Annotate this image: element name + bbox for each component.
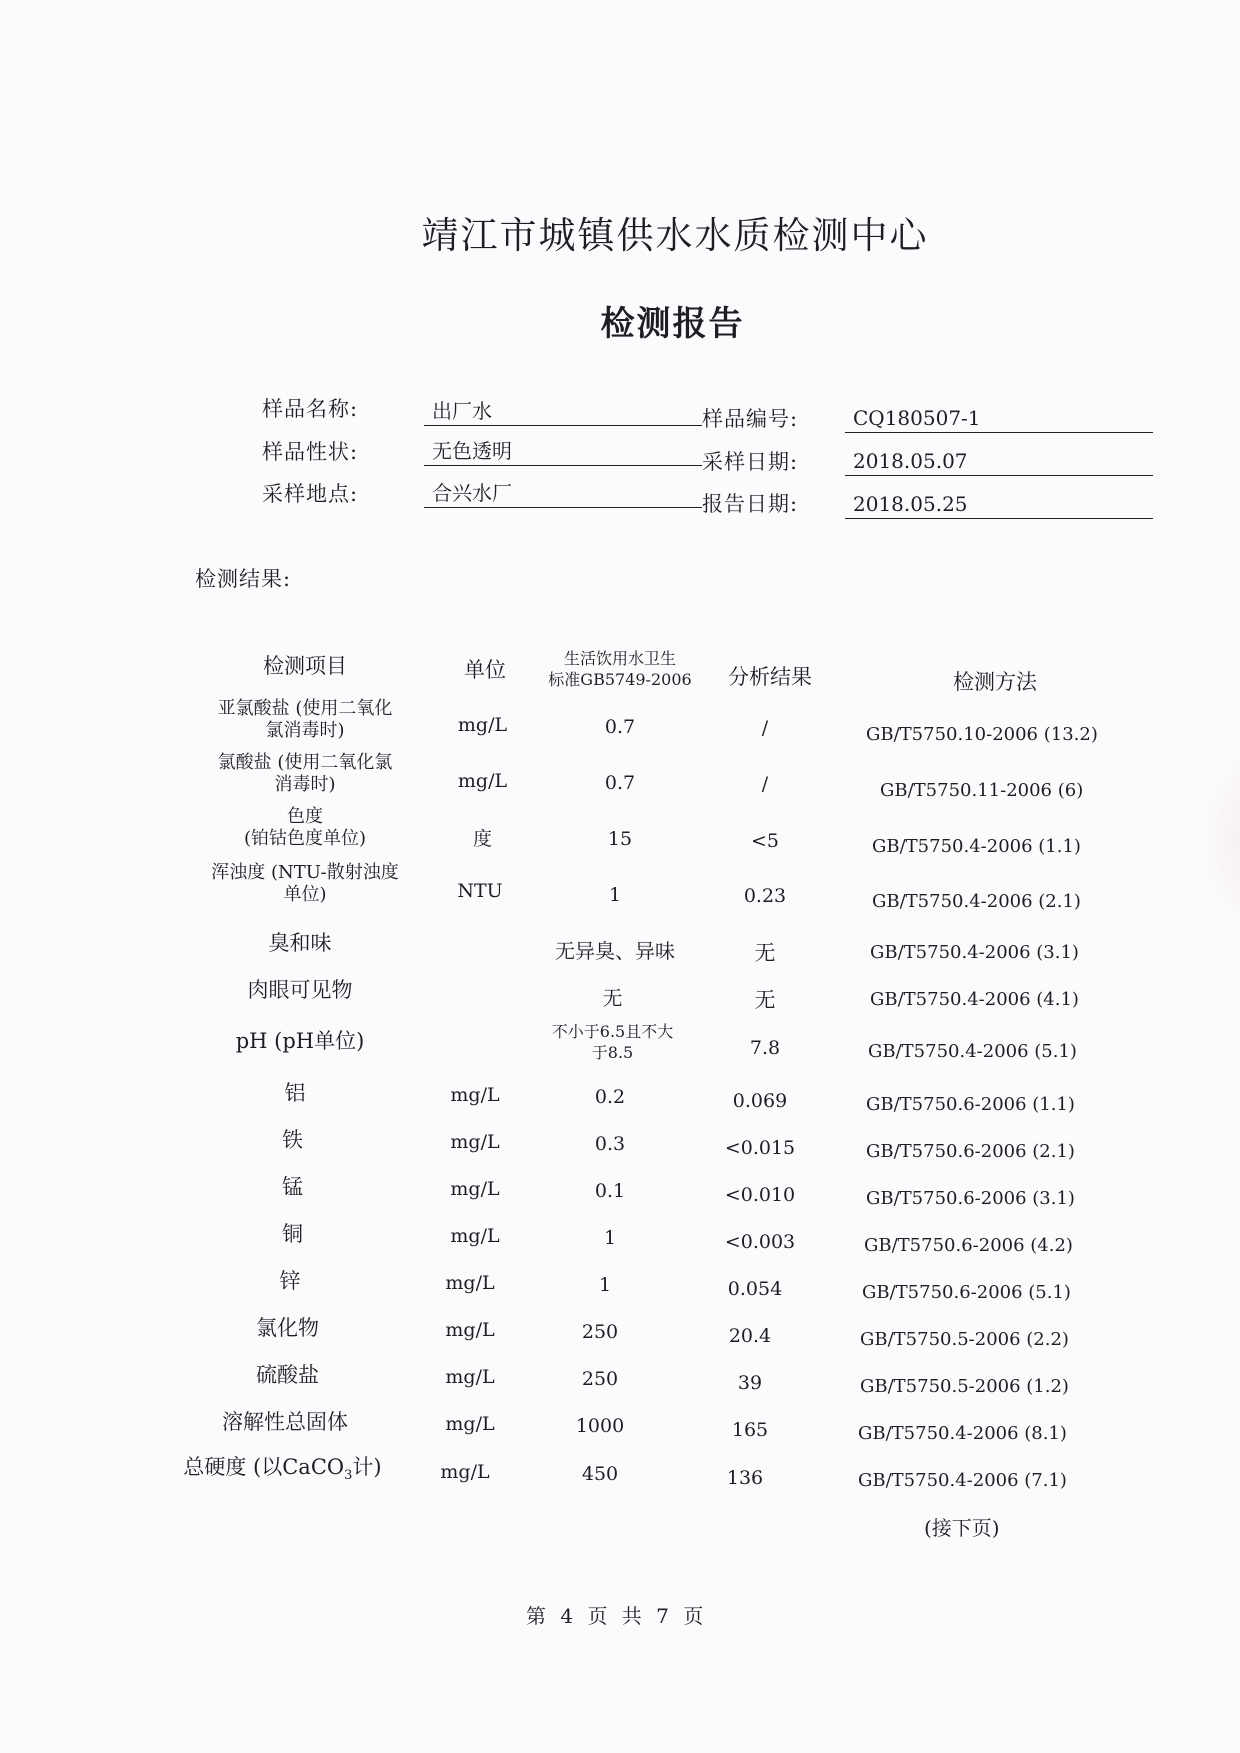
header-unit: 单位 xyxy=(464,658,506,682)
table-row-result: 无 xyxy=(754,988,776,1012)
table-row-result: 0.23 xyxy=(743,885,787,907)
sample-name-value: 出厂水 xyxy=(424,397,702,426)
table-row-method: GB/T5750.4-2006 (8.1) xyxy=(858,1423,1067,1444)
table-row-method: GB/T5750.4-2006 (7.1) xyxy=(858,1470,1067,1491)
header-standard: 生活饮用水卫生 标准GB5749-2006 xyxy=(548,649,692,689)
table-row-item: 肉眼可见物 xyxy=(247,978,353,1002)
table-row-item: 铝 xyxy=(284,1081,306,1105)
table-row-item: 氯酸盐 (使用二氧化氯 消毒时) xyxy=(217,752,393,795)
table-row-standard: 0.2 xyxy=(594,1086,626,1108)
table-row-standard: 250 xyxy=(581,1368,619,1390)
table-row-standard: 0.7 xyxy=(604,772,636,794)
table-row-unit: mg/L xyxy=(450,1131,500,1153)
results-section-label: 检测结果: xyxy=(195,567,292,591)
table-row-standard: 1 xyxy=(603,1227,617,1249)
table-row-method: GB/T5750.10-2006 (13.2) xyxy=(866,724,1098,745)
table-row-result: / xyxy=(761,717,769,739)
sample-name-label: 样品名称: xyxy=(262,397,359,421)
header-method: 检测方法 xyxy=(953,670,1037,694)
table-row-standard: 无 xyxy=(602,986,623,1010)
continued-note: (接下页) xyxy=(924,1516,1000,1540)
paper-stain xyxy=(1200,740,1240,940)
table-row-standard: 1 xyxy=(608,884,622,906)
table-row-standard: 15 xyxy=(607,828,633,850)
table-row-method: GB/T5750.6-2006 (3.1) xyxy=(866,1188,1075,1209)
table-row-item: pH (pH单位) xyxy=(235,1029,365,1053)
table-row-item: 硫酸盐 xyxy=(256,1363,319,1387)
table-row-method: GB/T5750.6-2006 (1.1) xyxy=(866,1094,1075,1115)
table-row-unit: mg/L xyxy=(450,1084,500,1106)
table-row-method: GB/T5750.6-2006 (2.1) xyxy=(866,1141,1075,1162)
organization-title: 靖江市城镇供水水质检测中心 xyxy=(421,214,929,257)
table-row-item: 锰 xyxy=(282,1175,303,1199)
sample-no-label: 样品编号: xyxy=(702,407,799,431)
report-date-value: 2018.05.25 xyxy=(845,490,1153,519)
header-item: 检测项目 xyxy=(263,654,347,678)
sample-state-label: 样品性状: xyxy=(262,440,359,464)
table-row-method: GB/T5750.11-2006 (6) xyxy=(880,780,1084,801)
table-row-unit: mg/L xyxy=(445,1272,495,1294)
table-row-method: GB/T5750.5-2006 (1.2) xyxy=(860,1376,1069,1397)
table-row-result: 39 xyxy=(737,1372,763,1394)
table-row-unit: mg/L xyxy=(445,1319,495,1341)
table-row-standard: 不小于6.5且不大 于8.5 xyxy=(551,1022,674,1062)
table-row-method: GB/T5750.4-2006 (5.1) xyxy=(868,1041,1077,1062)
report-title: 检测报告 xyxy=(600,304,745,344)
report-date-label: 报告日期: xyxy=(702,492,799,516)
table-row-method: GB/T5750.6-2006 (5.1) xyxy=(862,1282,1071,1303)
sample-state-value: 无色透明 xyxy=(424,437,702,466)
table-row-result: 136 xyxy=(726,1467,764,1489)
table-row-method: GB/T5750.4-2006 (1.1) xyxy=(872,836,1081,857)
table-row-method: GB/T5750.4-2006 (4.1) xyxy=(870,989,1079,1010)
table-row-result: 20.4 xyxy=(728,1325,772,1347)
table-row-result: 7.8 xyxy=(749,1037,781,1059)
table-row-method: GB/T5750.5-2006 (2.2) xyxy=(860,1329,1069,1350)
table-row-item: 锌 xyxy=(279,1269,301,1293)
table-row-item: 亚氯酸盐 (使用二氧化 氯消毒时) xyxy=(217,698,393,741)
table-row-standard: 1 xyxy=(598,1274,612,1296)
table-row-item: 浑浊度 (NTU-散射浊度 单位) xyxy=(211,862,399,905)
table-row-unit: mg/L xyxy=(457,770,508,792)
table-row-standard: 无异臭、异味 xyxy=(555,939,675,963)
table-row-standard: 450 xyxy=(581,1463,619,1485)
header-result: 分析结果 xyxy=(728,665,812,689)
table-row-item: 氯化物 xyxy=(256,1316,319,1340)
table-row-unit: 度 xyxy=(472,828,492,850)
sampling-site-label: 采样地点: xyxy=(262,482,359,506)
table-row-item: 铜 xyxy=(282,1222,303,1246)
table-row-method: GB/T5750.4-2006 (2.1) xyxy=(872,891,1081,912)
table-row-result: <0.010 xyxy=(724,1184,796,1206)
table-row-item: 铁 xyxy=(282,1128,303,1152)
table-row-result: 无 xyxy=(754,941,776,965)
table-row-result: / xyxy=(761,773,769,795)
table-row-unit: mg/L xyxy=(445,1413,495,1435)
table-row-item: 溶解性总固体 xyxy=(222,1410,348,1434)
table-row-result: <0.003 xyxy=(724,1231,796,1253)
table-row-item: 臭和味 xyxy=(268,931,332,955)
sampling-site-value: 合兴水厂 xyxy=(424,479,702,508)
table-row-result: <5 xyxy=(750,830,779,852)
table-row-unit: mg/L xyxy=(440,1461,490,1483)
table-row-standard: 1000 xyxy=(575,1415,625,1437)
sampling-date-label: 采样日期: xyxy=(702,450,799,474)
table-row-standard: 0.3 xyxy=(594,1133,626,1155)
table-row-unit: mg/L xyxy=(450,1178,500,1200)
table-row-unit: NTU xyxy=(457,880,503,902)
table-row-result: <0.015 xyxy=(724,1137,796,1159)
table-row-standard: 250 xyxy=(581,1321,619,1343)
table-row-method: GB/T5750.4-2006 (3.1) xyxy=(870,942,1079,963)
table-row-unit: mg/L xyxy=(450,1225,500,1247)
table-row-result: 0.054 xyxy=(727,1278,783,1300)
table-row-standard: 0.7 xyxy=(604,716,636,738)
sampling-date-value: 2018.05.07 xyxy=(845,447,1153,476)
table-row-item: 总硬度 (以CaCO$_3$计) xyxy=(183,1455,382,1484)
table-row-item: 色度 (铂钴色度单位) xyxy=(243,806,367,849)
table-row-standard: 0.1 xyxy=(594,1180,626,1202)
table-row-unit: mg/L xyxy=(457,714,508,736)
table-row-unit: mg/L xyxy=(445,1366,495,1388)
table-row-result: 165 xyxy=(731,1419,769,1441)
sample-no-value: CQ180507-1 xyxy=(845,404,1153,433)
table-row-result: 0.069 xyxy=(732,1090,788,1112)
page-number: 第 4 页 共 7 页 xyxy=(526,1604,708,1628)
table-row-method: GB/T5750.6-2006 (4.2) xyxy=(864,1235,1073,1256)
